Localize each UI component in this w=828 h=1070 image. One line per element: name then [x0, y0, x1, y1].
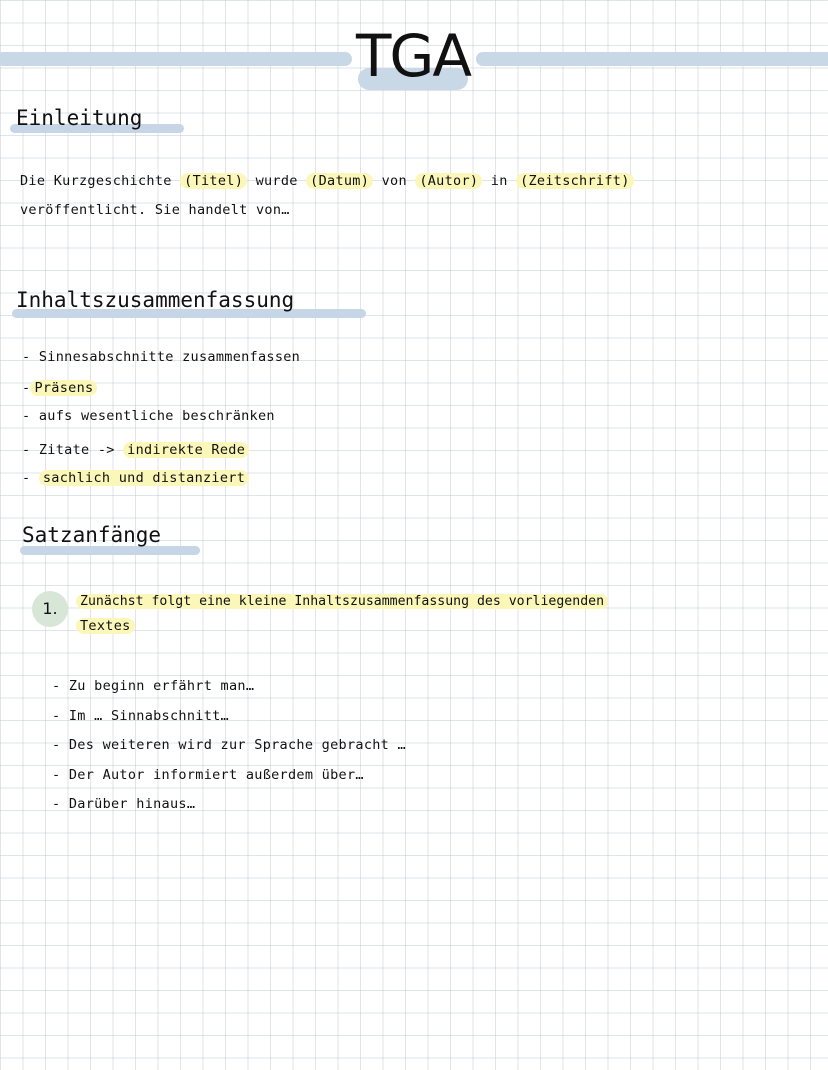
intro-text-2: wurde [255, 173, 298, 189]
zitate-prefix: - Zitate -> [22, 442, 115, 458]
placeholder-autor: (Autor) [415, 173, 482, 189]
highlight-indirekte-rede: indirekte Rede [123, 442, 249, 458]
list-item-sinnesabschnitte: - Sinnesabschnitte zusammenfassen [22, 349, 301, 365]
satz-item-2: - Des weiteren wird zur Sprache gebracht … [52, 737, 406, 753]
title-block [352, 20, 474, 96]
highlight-sentence-1: Zunächst folgt eine kleine Inhaltszusammenfassung des vorliegenden [76, 594, 608, 609]
list-dash: - [22, 380, 31, 396]
title-band-right [476, 52, 828, 66]
list-item-wesentliche: - aufs wesentliche beschränken [22, 408, 275, 424]
intro-text-1: Die Kurzgeschichte [20, 173, 172, 189]
satz-item-3: - Der Autor informiert außerdem über… [52, 767, 364, 783]
placeholder-titel: (Titel) [180, 173, 247, 189]
highlight-sachlich: sachlich und distanziert [39, 470, 249, 486]
list-dash: - [22, 470, 31, 486]
satz-item-1: - Im … Sinnabschnitt… [52, 708, 229, 724]
number-badge: 1. [32, 591, 68, 627]
heading-einleitung: Einleitung [16, 106, 143, 130]
sentence-line-2 [76, 616, 135, 636]
list-item-praesens [22, 378, 97, 398]
sentence-line-1 [76, 592, 608, 612]
page-title: TGA [355, 22, 471, 90]
einleitung-line-1 [20, 171, 634, 191]
title-band-left [0, 52, 352, 66]
satz-item-4: - Darüber hinaus… [52, 796, 196, 812]
heading-satzanfaenge: Satzanfänge [22, 523, 162, 547]
placeholder-zeitschrift: (Zeitschrift) [516, 173, 634, 189]
intro-text-3: von [381, 173, 407, 189]
highlight-sentence-2: Textes [76, 618, 135, 634]
einleitung-line-2: veröffentlicht. Sie handelt von… [20, 202, 290, 218]
highlight-praesens: Präsens [30, 380, 97, 396]
satz-item-0: - Zu beginn erfährt man… [52, 678, 255, 694]
heading-inhaltszusammenfassung: Inhaltszusammenfassung [16, 288, 295, 312]
list-item-sachlich [22, 468, 249, 488]
placeholder-datum: (Datum) [306, 173, 373, 189]
intro-text-4: in [490, 173, 508, 189]
list-item-zitate [22, 440, 249, 460]
